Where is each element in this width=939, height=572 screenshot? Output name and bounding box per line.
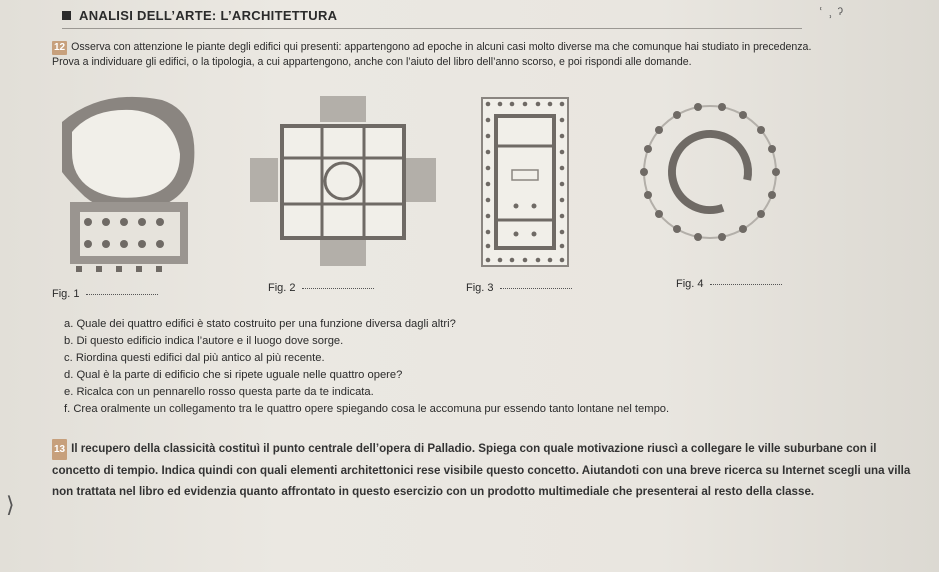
question-text: Di questo edificio indica l’autore e il luogo dove sorge. xyxy=(76,335,344,347)
question-e xyxy=(64,384,669,401)
fig1-rotunda-interior xyxy=(72,110,180,198)
figure-1-answer-line[interactable] xyxy=(86,294,158,295)
exercise-12-text: Osserva con attenzione le piante degli edifici qui presenti: appartengono ad epoche in alcuni casi molto diverse ma che comunque hai studiato in precedenza. Prova a individuare gli edifici, o la tipologia, a cui appartengono, anche con l’aiuto del libro dell’anno scorso, e poi rispondi alle domande. xyxy=(52,41,812,68)
figure-1-caption xyxy=(52,288,158,300)
question-text: Crea oralmente un collegamento tra le quattro opere spiegando cosa le accomuna pur essendo tanto lontane nel tempo. xyxy=(73,403,670,415)
question-text: Riordina questi edifici dal più antico al più recente. xyxy=(75,352,325,364)
fig4-outer-ring xyxy=(644,106,776,238)
figure-4-plan xyxy=(630,100,790,244)
question-letter: e. xyxy=(64,386,74,398)
figure-4-label: Fig. 4 xyxy=(676,278,704,290)
question-a xyxy=(64,316,669,333)
question-letter: b. xyxy=(64,335,74,347)
question-text: Qual è la parte di edificio che si ripete uguale nelle quattro opere? xyxy=(76,369,403,381)
section-divider xyxy=(62,28,802,29)
figure-3-caption xyxy=(466,282,572,294)
figure-3-answer-line[interactable] xyxy=(500,288,572,289)
exercise-12-number: 12 xyxy=(54,42,66,53)
fig4-columns xyxy=(640,103,780,241)
exercise-13 xyxy=(52,438,914,502)
section-title xyxy=(62,8,337,23)
question-d xyxy=(64,367,669,384)
handwritten-mark: ʿ ˒ ˀ xyxy=(818,6,844,23)
figure-1-label: Fig. 1 xyxy=(52,288,80,300)
exercise-13-number: 13 xyxy=(52,439,67,460)
figure-2-label: Fig. 2 xyxy=(268,282,296,294)
question-b xyxy=(64,333,669,350)
figure-4-answer-line[interactable] xyxy=(710,284,782,285)
figure-3-label: Fig. 3 xyxy=(466,282,494,294)
figure-1-plan xyxy=(62,92,200,276)
figure-2-caption xyxy=(268,282,374,294)
question-letter: c. xyxy=(64,352,73,364)
figure-2-plan xyxy=(250,96,436,266)
question-f xyxy=(64,401,669,418)
fig2-central-hall xyxy=(325,163,361,199)
question-letter: f. xyxy=(64,403,71,415)
bullet-square-icon xyxy=(62,11,71,20)
questions-list xyxy=(64,316,669,418)
fig1-portico-floor xyxy=(80,212,180,256)
figure-2-answer-line[interactable] xyxy=(302,288,374,289)
question-text: Quale dei quattro edifici è stato costruito per una funzione diversa dagli altri? xyxy=(76,318,456,330)
figure-4-caption xyxy=(676,278,782,290)
section-title-text: ANALISI DELL’ARTE: L’ARCHITETTURA xyxy=(79,8,338,23)
handwritten-bracket: ⟩ xyxy=(6,492,15,517)
question-letter: a. xyxy=(64,318,74,330)
question-text: Ricalca con un pennarello rosso questa parte da te indicata. xyxy=(76,386,374,398)
exercise-12 xyxy=(52,40,832,69)
figure-3-plan xyxy=(480,96,570,268)
fig4-cella-ring xyxy=(661,123,758,220)
exercise-13-text: Il recupero della classicità costituì il punto centrale dell’opera di Palladio. Spiega con quale motivazione riuscì a collegare le ville suburbane con il concetto di tempio. Indica quindi con quali elementi architettonici rese visibile questo concetto. Aiutandoti con una breve ricerca su Internet scegli una villa non trattata nel libro ed evidenzia quanto affrontato in questo esercizio con un prodotto multimediale che presenterai al resto della classe. xyxy=(52,442,911,498)
question-c xyxy=(64,350,669,367)
question-letter: d. xyxy=(64,369,74,381)
fig1-front-columns xyxy=(76,266,162,272)
